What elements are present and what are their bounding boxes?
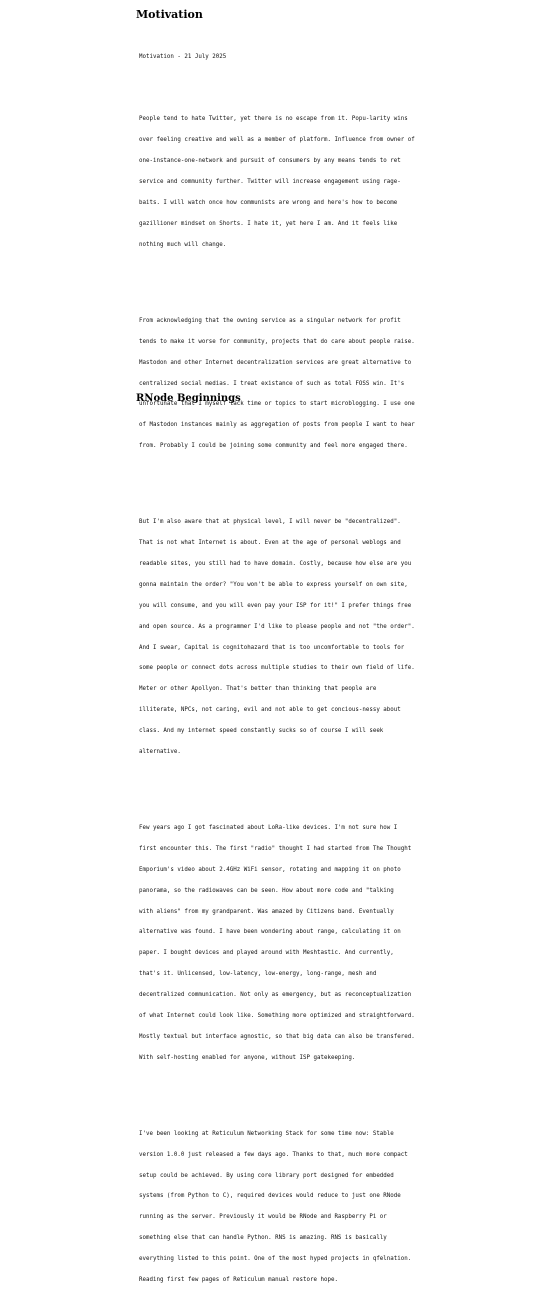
text-line: some people or connect dots across multiple studies to their own field of life. — [139, 665, 415, 672]
text-line: From acknowledging that the owning service as a singular network for profit — [139, 317, 401, 324]
text-line: of Mastodon instances mainly as aggregation of posts from people I want to hear — [139, 422, 415, 429]
text-line: you will consume, and you will even pay your ISP for it!" I prefer things free — [139, 602, 412, 609]
text-line: setup could be achieved. By using core library port designed for embedded — [139, 1172, 394, 1179]
paragraph — [139, 304, 537, 464]
paragraph-gap — [139, 784, 537, 791]
text-line: gonna maintain the order? "You won't be able to express yourself on own site, — [139, 582, 408, 589]
paragraph — [139, 103, 537, 263]
text-line: one-instance-one-network and pursuit of consumers by any means tends to ret — [139, 158, 401, 165]
text-line: version 1.0.0 just released a few days ago. Thanks to that, much more compact — [139, 1151, 408, 1158]
text-line: alternative. — [139, 748, 181, 755]
text-line: Emporium's video about 2.4GHz WiFi sensor, rotating and mapping it on photo — [139, 866, 401, 873]
section-heading: RNode Beginnings — [136, 393, 241, 404]
text-line: Mastodon and other Internet decentralization services are great alternative to — [139, 359, 412, 366]
text-line: unfortunate that I myself lack time or topics to start microblogging. I use one — [139, 401, 415, 408]
post-date-line: Motivation - 21 July 2025 — [139, 53, 227, 60]
text-line: But I'm also aware that at physical level, I will never be "decentralized". — [139, 519, 401, 526]
text-line: everything listed to this point. One of the most hyped projects in qfelnation. — [139, 1256, 412, 1263]
text-line: With self-hosting enabled for anyone, without ISP gatekeeping. — [139, 1054, 356, 1061]
text-line: paper. I bought devices and played around with Meshtastic. And currently, — [139, 950, 394, 957]
text-line: centralized social medias. I treat existance of such as total FOSS win. It's — [139, 380, 405, 387]
text-line: decentralized communication. Not only as emergency, but as reconceptualization — [139, 991, 412, 998]
text-line: Meter or other Apollyon. That's better than thinking that people are — [139, 686, 377, 693]
text-line: Mostly textual but interface agnostic, so that big data can also be transfered. — [139, 1033, 415, 1040]
text-line: systems (from Python to C), required devices would reduce to just one RNode — [139, 1193, 401, 1200]
text-line: readable sites, you still had to have domain. Costly, because how else are you — [139, 561, 412, 568]
text-line: of what Internet could look like. Something more optimized and straightforward. — [139, 1012, 415, 1019]
paragraph — [139, 1117, 537, 1298]
text-line: class. And my internet speed constantly sucks so of course I will seek — [139, 727, 384, 734]
text-line: And I swear, Capital is cognitohazard that is too uncomfortable to tools for — [139, 644, 405, 651]
text-line: and open source. As a programmer I'd like to please people and not "the order". — [139, 623, 415, 630]
paragraph-gap — [139, 1089, 537, 1096]
text-line: alternative was found. I have been wondering about range, calculating it on — [139, 929, 401, 936]
text-line: gazillioner mindset on Shorts. I hate it, yet here I am. And it feels like — [139, 220, 398, 227]
text-line: Few years ago I got fascinated about LoRa-like devices. I'm not sure how I — [139, 825, 398, 832]
paragraph-gap — [139, 478, 537, 485]
text-line: over feeling creative and well as a member of platform. Influence from owner of — [139, 137, 415, 144]
post-body — [139, 40, 537, 1305]
paragraph-gap — [139, 75, 537, 82]
paragraph — [139, 506, 537, 770]
text-line: running as the server. Previously it would be RNode and Raspberry Pi or — [139, 1214, 387, 1221]
text-line: with aliens" from my grandparent. Was amazed by Citizens band. Eventually — [139, 908, 394, 915]
text-line: panorama, so the radiowaves can be seen. How about more code and "talking — [139, 887, 394, 894]
text-line: I've been looking at Reticulum Networking Stack for some time now: Stable — [139, 1130, 394, 1137]
text-line: nothing much will change. — [139, 241, 227, 248]
page-title: Motivation — [136, 8, 203, 21]
text-line: illiterate, NPCs, not caring, evil and not able to get concious-nessy about — [139, 707, 401, 714]
text-line: first encounter this. The first "radio" thought I had started from The Thought — [139, 846, 412, 853]
text-line: baits. I will watch once how communists are wrong and here's how to become — [139, 199, 398, 206]
text-line: Reading first few pages of Reticulum manual restore hope. — [139, 1276, 338, 1283]
text-line: That is not what Internet is about. Even at the age of personal weblogs and — [139, 540, 401, 547]
text-line: something else that can handle Python. RNS is amazing. RNS is basically — [139, 1235, 387, 1242]
text-line: People tend to hate Twitter, yet there is no escape from it. Popu-larity wins — [139, 116, 408, 123]
text-line: that's it. Unlicensed, low-latency, low-energy, long-range, mesh and — [139, 971, 377, 978]
paragraph — [139, 811, 537, 1075]
text-line: service and community further. Twitter will increase engagement using rage- — [139, 178, 401, 185]
paragraph-gap — [139, 276, 537, 283]
text-line: from. Probably I could be joining some community and feel more engaged there. — [139, 443, 408, 450]
text-line: tends to make it worse for community, projects that do care about people raise. — [139, 338, 415, 345]
